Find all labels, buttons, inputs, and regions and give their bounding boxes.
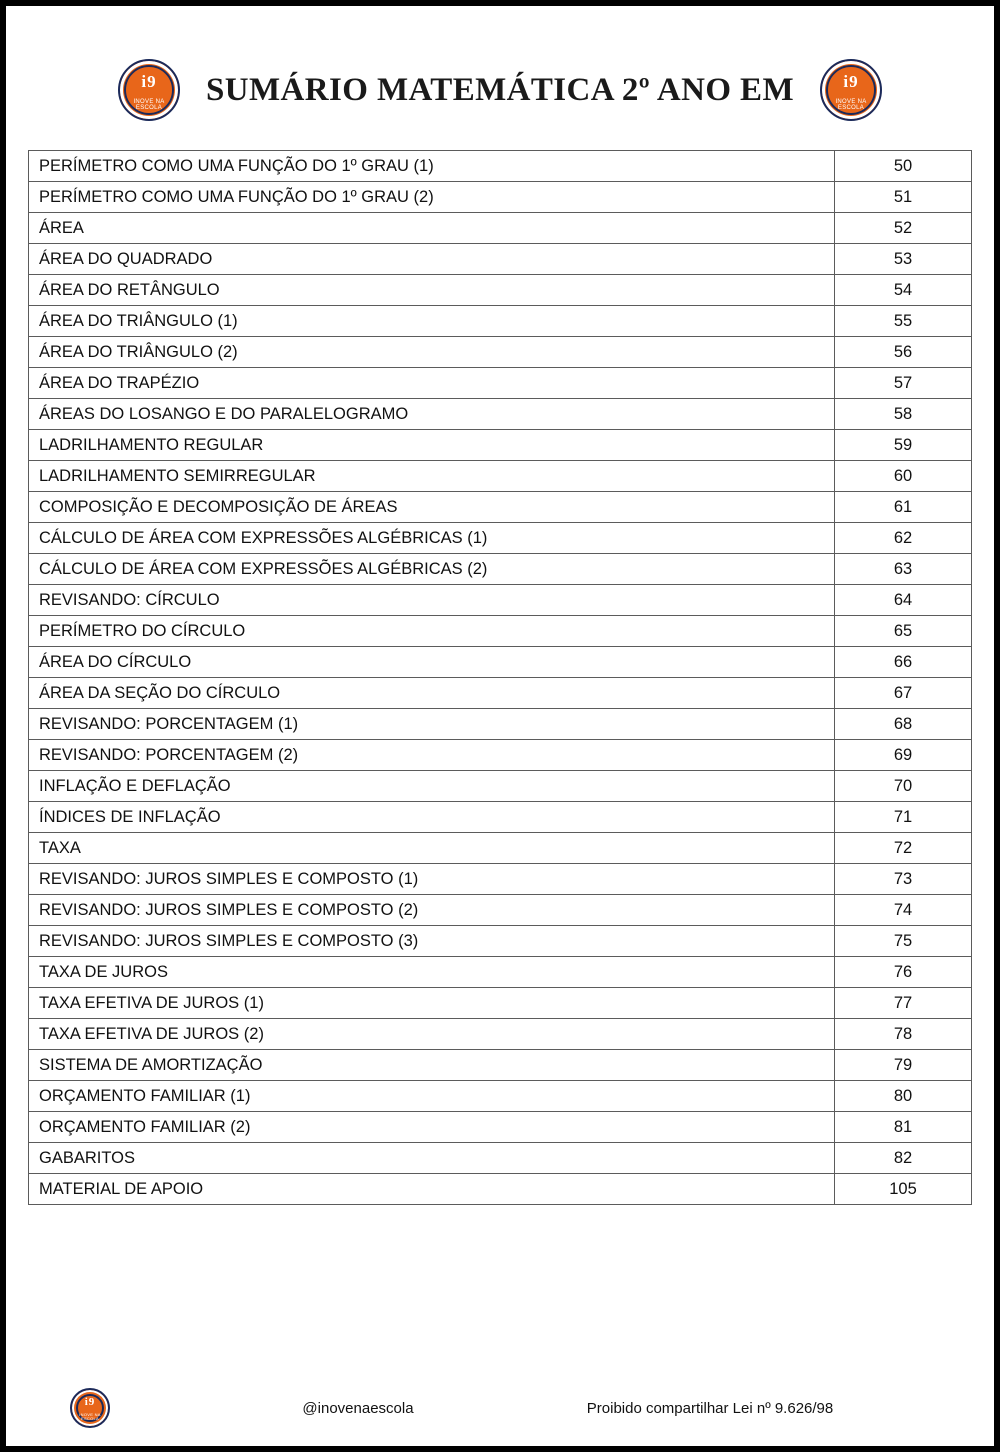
page-number-cell: 70 xyxy=(835,771,972,802)
document-header xyxy=(28,44,972,136)
topic-cell: SISTEMA DE AMORTIZAÇÃO xyxy=(29,1050,835,1081)
topic-cell: PERÍMETRO COMO UMA FUNÇÃO DO 1º GRAU (1) xyxy=(29,151,835,182)
topic-cell: ÁREA xyxy=(29,213,835,244)
topic-cell: ÁREA DO TRAPÉZIO xyxy=(29,368,835,399)
topic-cell: REVISANDO: PORCENTAGEM (1) xyxy=(29,709,835,740)
topic-cell: GABARITOS xyxy=(29,1143,835,1174)
logo-sub-text: INOVE NA ESCOLA xyxy=(79,1412,101,1421)
table-row xyxy=(29,1112,972,1143)
table-row xyxy=(29,1019,972,1050)
page-number-cell: 61 xyxy=(835,492,972,523)
table-row xyxy=(29,926,972,957)
table-row xyxy=(29,461,972,492)
table-row xyxy=(29,1050,972,1081)
logo-sub-text: INOVE NA ESCOLA xyxy=(133,99,165,111)
page-number-cell: 78 xyxy=(835,1019,972,1050)
page-number-cell: 60 xyxy=(835,461,972,492)
topic-cell: ÁREA DO RETÂNGULO xyxy=(29,275,835,306)
page-number-cell: 66 xyxy=(835,647,972,678)
page-number-cell: 59 xyxy=(835,430,972,461)
topic-cell: CÁLCULO DE ÁREA COM EXPRESSÕES ALGÉBRICAS (2) xyxy=(29,554,835,585)
topic-cell: MATERIAL DE APOIO xyxy=(29,1174,835,1205)
table-row xyxy=(29,213,972,244)
topic-cell: LADRILHAMENTO REGULAR xyxy=(29,430,835,461)
brand-logo-icon-footer xyxy=(70,1388,110,1428)
logo-mark-text: i9 xyxy=(84,1396,96,1408)
table-row xyxy=(29,1081,972,1112)
table-row xyxy=(29,740,972,771)
table-row xyxy=(29,523,972,554)
brand-logo-icon-left xyxy=(118,59,180,121)
social-handle: @inovenaescola xyxy=(302,1399,414,1417)
table-row xyxy=(29,244,972,275)
topic-cell: INFLAÇÃO E DEFLAÇÃO xyxy=(29,771,835,802)
topic-cell: ÁREA DO TRIÂNGULO (2) xyxy=(29,337,835,368)
topic-cell: REVISANDO: JUROS SIMPLES E COMPOSTO (2) xyxy=(29,895,835,926)
logo-mark-text: i9 xyxy=(141,72,157,91)
table-row xyxy=(29,492,972,523)
page-number-cell: 51 xyxy=(835,182,972,213)
table-row xyxy=(29,275,972,306)
page-number-cell: 55 xyxy=(835,306,972,337)
page-number-cell: 54 xyxy=(835,275,972,306)
table-row xyxy=(29,585,972,616)
table-row xyxy=(29,895,972,926)
table-row xyxy=(29,802,972,833)
topic-cell: PERÍMETRO COMO UMA FUNÇÃO DO 1º GRAU (2) xyxy=(29,182,835,213)
topic-cell: TAXA EFETIVA DE JUROS (1) xyxy=(29,988,835,1019)
page-number-cell: 76 xyxy=(835,957,972,988)
page-number-cell: 63 xyxy=(835,554,972,585)
table-row xyxy=(29,988,972,1019)
topic-cell: ÁREA DO TRIÂNGULO (1) xyxy=(29,306,835,337)
page-number-cell: 74 xyxy=(835,895,972,926)
page-number-cell: 64 xyxy=(835,585,972,616)
copyright-notice: Proibido compartilhar Lei nº 9.626/98 xyxy=(586,1399,834,1417)
page-number-cell: 58 xyxy=(835,399,972,430)
table-row xyxy=(29,616,972,647)
table-row xyxy=(29,1143,972,1174)
page-number-cell: 77 xyxy=(835,988,972,1019)
table-row xyxy=(29,709,972,740)
table-row xyxy=(29,833,972,864)
brand-logo-icon-right xyxy=(820,59,882,121)
topic-cell: REVISANDO: JUROS SIMPLES E COMPOSTO (3) xyxy=(29,926,835,957)
topic-cell: TAXA DE JUROS xyxy=(29,957,835,988)
page-title: SUMÁRIO MATEMÁTICA 2º ANO EM xyxy=(206,71,794,108)
table-row xyxy=(29,182,972,213)
page-number-cell: 80 xyxy=(835,1081,972,1112)
topic-cell: COMPOSIÇÃO E DECOMPOSIÇÃO DE ÁREAS xyxy=(29,492,835,523)
topic-cell: ÁREA DO QUADRADO xyxy=(29,244,835,275)
table-row xyxy=(29,554,972,585)
topic-cell: CÁLCULO DE ÁREA COM EXPRESSÕES ALGÉBRICAS (1) xyxy=(29,523,835,554)
topic-cell: ORÇAMENTO FAMILIAR (1) xyxy=(29,1081,835,1112)
page-number-cell: 67 xyxy=(835,678,972,709)
page-number-cell: 82 xyxy=(835,1143,972,1174)
page-number-cell: 53 xyxy=(835,244,972,275)
table-row xyxy=(29,368,972,399)
topic-cell: ÁREA DA SEÇÃO DO CÍRCULO xyxy=(29,678,835,709)
logo-sub-text: INOVE NA ESCOLA xyxy=(835,99,867,111)
table-row xyxy=(29,957,972,988)
page-number-cell: 57 xyxy=(835,368,972,399)
topic-cell: REVISANDO: JUROS SIMPLES E COMPOSTO (1) xyxy=(29,864,835,895)
table-row xyxy=(29,678,972,709)
page-number-cell: 72 xyxy=(835,833,972,864)
table-row xyxy=(29,771,972,802)
table-row xyxy=(29,1174,972,1205)
topic-cell: LADRILHAMENTO SEMIRREGULAR xyxy=(29,461,835,492)
summary-table xyxy=(28,150,972,1205)
page-number-cell: 56 xyxy=(835,337,972,368)
topic-cell: ÍNDICES DE INFLAÇÃO xyxy=(29,802,835,833)
page-number-cell: 65 xyxy=(835,616,972,647)
table-row xyxy=(29,399,972,430)
topic-cell: REVISANDO: PORCENTAGEM (2) xyxy=(29,740,835,771)
topic-cell: ÁREA DO CÍRCULO xyxy=(29,647,835,678)
topic-cell: TAXA xyxy=(29,833,835,864)
page-number-cell: 50 xyxy=(835,151,972,182)
page-number-cell: 52 xyxy=(835,213,972,244)
page-number-cell: 69 xyxy=(835,740,972,771)
page-number-cell: 79 xyxy=(835,1050,972,1081)
table-row xyxy=(29,647,972,678)
topic-cell: PERÍMETRO DO CÍRCULO xyxy=(29,616,835,647)
document-footer xyxy=(28,1388,972,1428)
page-number-cell: 75 xyxy=(835,926,972,957)
page-number-cell: 62 xyxy=(835,523,972,554)
logo-mark-text: i9 xyxy=(843,72,859,91)
topic-cell: ORÇAMENTO FAMILIAR (2) xyxy=(29,1112,835,1143)
table-row xyxy=(29,337,972,368)
topic-cell: REVISANDO: CÍRCULO xyxy=(29,585,835,616)
page-number-cell: 81 xyxy=(835,1112,972,1143)
table-row xyxy=(29,306,972,337)
table-row xyxy=(29,151,972,182)
page-number-cell: 105 xyxy=(835,1174,972,1205)
table-row xyxy=(29,430,972,461)
page-number-cell: 68 xyxy=(835,709,972,740)
table-row xyxy=(29,864,972,895)
page-number-cell: 73 xyxy=(835,864,972,895)
topic-cell: ÁREAS DO LOSANGO E DO PARALELOGRAMO xyxy=(29,399,835,430)
page-number-cell: 71 xyxy=(835,802,972,833)
summary-table-body xyxy=(29,151,972,1205)
topic-cell: TAXA EFETIVA DE JUROS (2) xyxy=(29,1019,835,1050)
